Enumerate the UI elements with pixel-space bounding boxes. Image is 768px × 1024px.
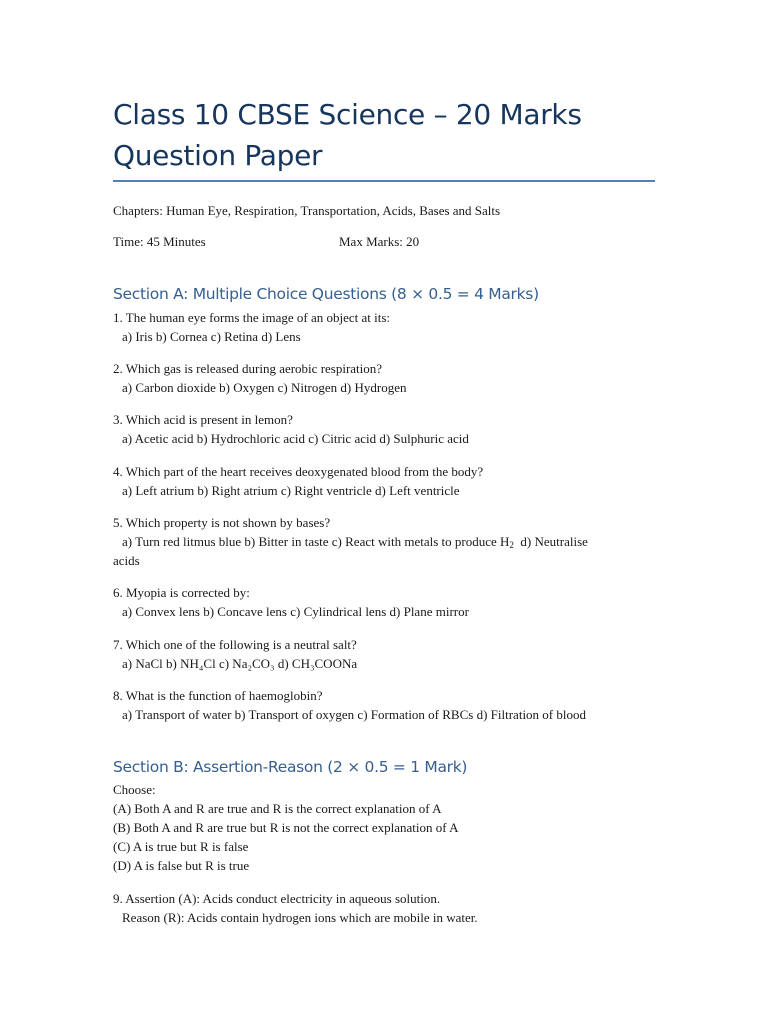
question-options: a) Carbon dioxide b) Oxygen c) Nitrogen d) Hydrogen (122, 380, 407, 395)
page-title (113, 94, 658, 176)
subscript-2: 2 (509, 540, 514, 550)
question-3 (113, 410, 658, 448)
question-7 (113, 635, 658, 673)
title-line-2: Question Paper (113, 139, 323, 172)
choice-d: (D) A is false but R is true (113, 858, 250, 873)
section-a-heading: Section A: Multiple Choice Questions (8 × 0.5 = 4 Marks) (113, 285, 539, 303)
choose-label: Choose: (113, 782, 156, 797)
reason-text: Reason (R): Acids contain hydrogen ions which are mobile in water. (122, 910, 478, 925)
question-1 (113, 308, 658, 346)
title-line-1: Class 10 CBSE Science – 20 Marks (113, 98, 582, 131)
question-options: a) Acetic acid b) Hydrochloric acid c) Citric acid d) Sulphuric acid (122, 431, 469, 446)
choice-c: (C) A is true but R is false (113, 839, 249, 854)
question-text: 7. Which one of the following is a neutral salt? (113, 637, 357, 652)
question-text: 1. The human eye forms the image of an object at its: (113, 310, 391, 325)
time-label: Time: 45 Minutes (113, 234, 206, 249)
options-part-2: d) Neutralise (513, 534, 588, 549)
question-options: a) Left atrium b) Right atrium c) Right ventricle d) Left ventricle (122, 483, 460, 498)
question-text: 2. Which gas is released during aerobic respiration? (113, 361, 383, 376)
question-text: 3. Which acid is present in lemon? (113, 412, 293, 427)
question-5 (113, 513, 658, 570)
chapters-line: Chapters: Human Eye, Respiration, Transportation, Acids, Bases and Salts (113, 203, 501, 218)
choice-b: (B) Both A and R are true but R is not the correct explanation of A (113, 820, 459, 835)
question-6 (113, 583, 658, 621)
assertion-text: 9. Assertion (A): Acids conduct electricity in aqueous solution. (113, 891, 441, 906)
question-4 (113, 462, 658, 500)
question-9 (113, 889, 658, 927)
question-text: 6. Myopia is corrected by: (113, 585, 250, 600)
question-text: 5. Which property is not shown by bases? (113, 515, 331, 530)
question-options: a) Convex lens b) Concave lens c) Cylindrical lens d) Plane mirror (122, 604, 469, 619)
question-8 (113, 686, 658, 724)
question-text: 8. What is the function of haemoglobin? (113, 688, 323, 703)
max-marks-label: Max Marks: 20 (339, 234, 420, 249)
question-options: a) Transport of water b) Transport of oxygen c) Formation of RBCs d) Filtration of blood (122, 707, 586, 722)
assertion-reason-choices (113, 780, 658, 875)
question-text: 4. Which part of the heart receives deoxygenated blood from the body? (113, 464, 484, 479)
section-b-heading: Section B: Assertion-Reason (2 × 0.5 = 1 Mark) (113, 758, 468, 776)
options-wrap: acids (113, 553, 140, 568)
question-options (113, 532, 658, 551)
title-divider (113, 180, 655, 182)
question-2 (113, 359, 658, 397)
options-part-1: a) Turn red litmus blue b) Bitter in taste c) React with metals to produce H (122, 534, 510, 549)
question-options: a) Iris b) Cornea c) Retina d) Lens (122, 329, 301, 344)
choice-a: (A) Both A and R are true and R is the correct explanation of A (113, 801, 442, 816)
question-options: a) NaCl b) NH₄Cl c) Na₂CO₃ d) CH₃COONa (122, 656, 358, 671)
